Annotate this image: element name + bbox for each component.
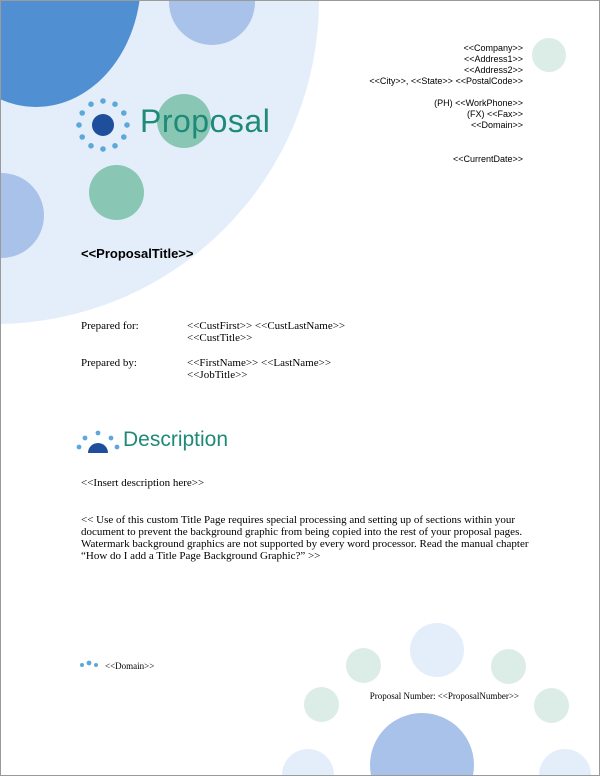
proposal-logo-icon: [73, 95, 133, 155]
address-line-1: <<Address1>>: [463, 54, 523, 64]
prepared-by-label: Prepared by:: [81, 357, 137, 369]
company-name: <<Company>>: [463, 43, 523, 53]
logo-title: Proposal: [140, 103, 271, 139]
footer-green-circle-1: [346, 648, 381, 683]
city-state-postal: <<City>>, <<State>> <<PostalCode>>: [369, 76, 523, 86]
footer-domain: <<Domain>>: [105, 661, 155, 671]
address-line-2: <<Address2>>: [463, 65, 523, 75]
description-heading: Description: [123, 428, 229, 451]
footer-blue-circle-left: [282, 749, 334, 776]
footer-green-circle-3: [304, 687, 339, 722]
footer-blue-circle-large: [370, 713, 474, 776]
description-section-icon: [74, 429, 122, 453]
footer-green-circle-2: [491, 649, 526, 684]
small-green-circle-decoration: [532, 38, 566, 72]
description-placeholder: <<Insert description here>>: [81, 477, 205, 489]
prepared-by-name: <<FirstName>> <<LastName>>: [187, 357, 332, 369]
prepared-for-label: Prepared for:: [81, 320, 139, 332]
work-phone: (PH) <<WorkPhone>>: [434, 98, 523, 108]
contact-block: [369, 43, 523, 165]
prepared-for-title: <<CustTitle>>: [187, 332, 253, 344]
fax-number: (FX) <<Fax>>: [466, 109, 523, 119]
footer-green-circle-4: [534, 688, 569, 723]
proposal-number: Proposal Number: <<ProposalNumber>>: [369, 691, 519, 701]
lower-green-circle-decoration: [89, 165, 144, 220]
prepared-for-name: <<CustFirst>> <<CustLastName>>: [187, 320, 346, 332]
footer-blue-circle-light: [410, 623, 464, 677]
prepared-by-title: <<JobTitle>>: [187, 369, 248, 381]
current-date: <<CurrentDate>>: [452, 154, 523, 164]
proposal-title: <<ProposalTitle>>: [81, 246, 194, 261]
footer-dots-icon: [79, 659, 101, 669]
footer-blue-circle-right: [539, 749, 591, 776]
domain: <<Domain>>: [470, 120, 523, 130]
title-page-notice: << Use of this custom Title Page requires special processing and setting up of sections within your document to prevent the background graphic from being copied into the rest of your proposal pages. Watermark background graphics are not supported by every word processor. Read the manual chapter “How do I add a Title Page Background Graphic?” >>: [81, 514, 529, 562]
